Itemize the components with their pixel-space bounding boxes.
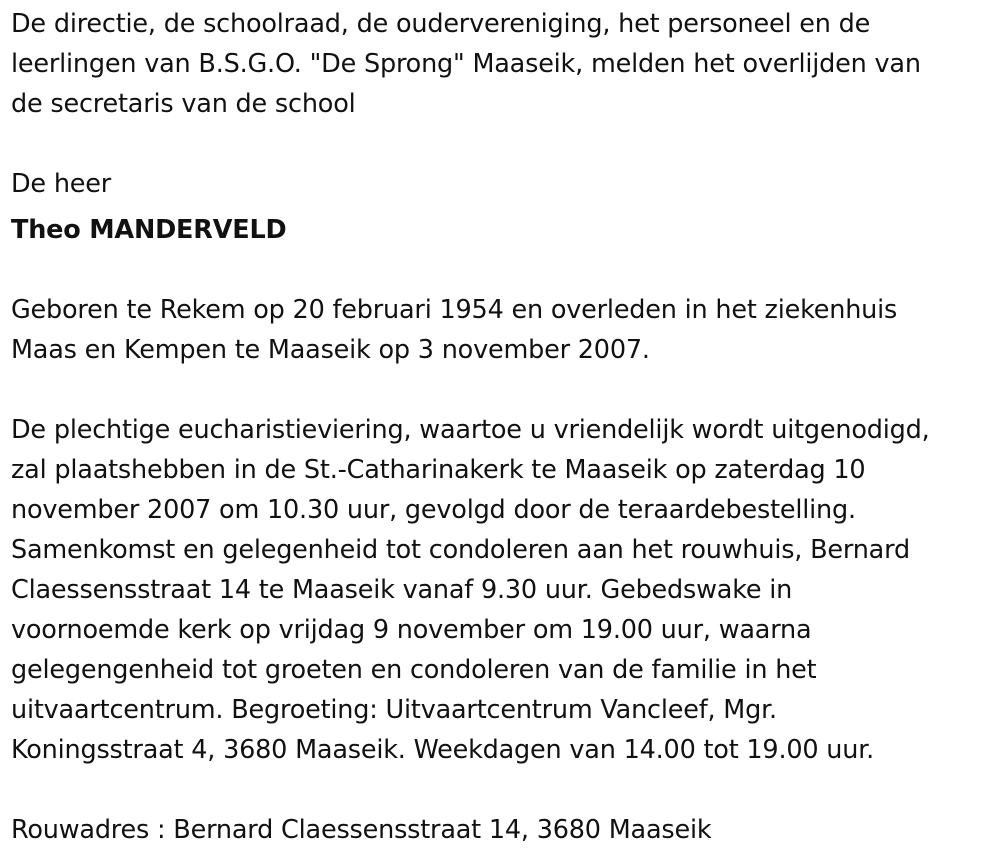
spacer — [11, 370, 996, 410]
spacer — [11, 250, 996, 290]
mourning-address: Rouwadres : Bernard Claessensstraat 14, 3680 Maaseik — [11, 815, 712, 845]
birth-death-paragraph: Geboren te Rekem op 20 februari 1954 en overleden in het ziekenhuis Maas en Kempen te Maaseik op 3 november 2007. — [11, 295, 898, 365]
salutation: De heer — [11, 169, 112, 199]
obituary-notice — [11, 4, 996, 850]
spacer — [11, 124, 996, 164]
ceremony-paragraph: De plechtige eucharistieviering, waartoe u vriendelijk wordt uitgenodigd, zal plaatshebben in de St.-Catharinakerk te Maaseik op zaterdag 10 november 2007 om 10.30 uur, gevolgd door de teraardebestelling. Samenkomst en gelegenheid tot condoleren aan het rouwhuis, Bernard Claessensstraat 14 te Maaseik vanaf 9.30 uur. Gebedswake in voornoemde kerk op vrijdag 9 november om 19.00 uur, waarna gelegengenheid tot groeten en condoleren van de familie in het uitvaartcentrum. Begroeting: Uitvaartcentrum Vancleef, Mgr. Koningsstraat 4, 3680 Maaseik. Weekdagen van 14.00 tot 19.00 uur. — [11, 415, 930, 765]
spacer — [11, 770, 996, 810]
intro-paragraph: De directie, de schoolraad, de oudervereniging, het personeel en de leerlingen van B.S.G.O. "De Sprong" Maaseik, melden het overlijden van de secretaris van de school — [11, 9, 921, 119]
deceased-name: Theo MANDERVELD — [11, 215, 287, 245]
